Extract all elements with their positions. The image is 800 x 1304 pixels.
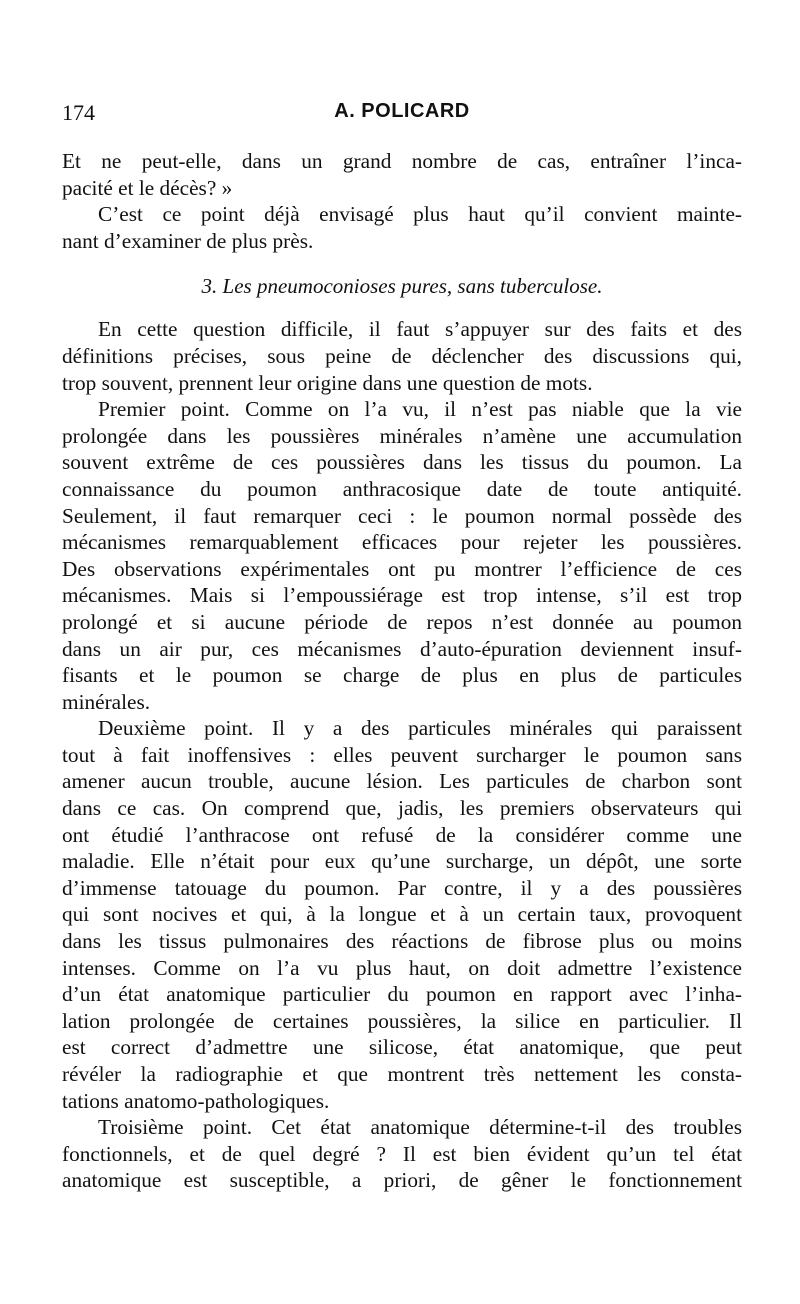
text-line: lation prolongée de certaines poussières, la silice en particulier. Il: [62, 1008, 742, 1033]
text-line: nant d’examiner de plus près.: [62, 228, 314, 253]
text-line: tations anatomo-pathologiques.: [62, 1088, 330, 1113]
text-line: qui sont nocives et qui, à la longue et à un certain taux, provoquent: [62, 902, 742, 927]
text-line: maladie. Elle n’était pour eux qu’une surcharge, un dépôt, une sorte: [62, 849, 742, 874]
text-line: Des observations expérimentales ont pu montrer l’efficience de ces: [62, 556, 742, 581]
text-line: fonctionnels, et de quel degré ? Il est bien évident qu’un tel état: [62, 1141, 742, 1166]
page-header: [62, 100, 742, 130]
text-line: dans un air pur, ces mécanismes d’auto-épuration deviennent insuf-: [62, 636, 742, 661]
text-line: Premier point. Comme on l’a vu, il n’est pas niable que la vie: [98, 397, 742, 422]
text-line: trop souvent, prennent leur origine dans une question de mots.: [62, 370, 593, 395]
text-line: mécanismes. Mais si l’empoussiérage est trop intense, s’il est trop: [62, 583, 742, 608]
text-line: fisants et le poumon se charge de plus en plus de particules: [62, 663, 742, 688]
text-line: C’est ce point déjà envisagé plus haut qu’il convient mainte-: [98, 202, 742, 227]
text-line: tout à fait inoffensives : elles peuvent surcharger le poumon sans: [62, 742, 742, 767]
text-line: connaissance du poumon anthracosique date de toute antiquité.: [62, 476, 742, 501]
text-line: souvent extrême de ces poussières dans les tissus du poumon. La: [62, 450, 742, 475]
page-number: 174: [62, 100, 95, 125]
text-line: définitions précises, sous peine de déclencher des discussions qui,: [62, 343, 742, 368]
text-line: anatomique est susceptible, a priori, de gêner le fonctionnement: [62, 1168, 742, 1193]
text-line: mécanismes remarquablement efficaces pour rejeter les poussières.: [62, 530, 742, 555]
text-line: est correct d’admettre une silicose, état anatomique, que peut: [62, 1035, 742, 1060]
text-line: En cette question difficile, il faut s’appuyer sur des faits et des: [98, 317, 742, 342]
text-line: minérales.: [62, 689, 151, 714]
text-line: prolongée dans les poussières minérales n’amène une accumulation: [62, 423, 742, 448]
text-line: Et ne peut-elle, dans un grand nombre de cas, entraîner l’inca-: [62, 149, 742, 173]
text-line: amener aucun trouble, aucune lésion. Les particules de charbon sont: [62, 769, 742, 794]
text-line: intenses. Comme on l’a vu plus haut, on doit admettre l’existence: [62, 955, 742, 980]
text-line: dans les tissus pulmonaires des réactions de fibrose plus ou moins: [62, 929, 742, 954]
text-line: Troisième point. Cet état anatomique détermine-t-il des troubles: [98, 1115, 742, 1140]
text-line: révéler la radiographie et que montrent très nettement les consta-: [62, 1062, 742, 1086]
text-line: Deuxième point. Il y a des particules minérales qui paraissent: [98, 716, 742, 741]
section-heading: 3. Les pneumoconioses pures, sans tuberculose.: [201, 274, 603, 299]
text-line: Seulement, il faut remarquer ceci : le poumon normal possède des: [62, 503, 742, 528]
text-line: d’un état anatomique particulier du poumon en rapport avec l’inha-: [62, 982, 742, 1007]
text-line: dans ce cas. On comprend que, jadis, les premiers observateurs qui: [62, 796, 742, 821]
running-head: A. POLICARD: [334, 100, 470, 122]
text-line: prolongé et si aucune période de repos n’est donnée au poumon: [62, 609, 742, 634]
text-line: d’immense tatouage du poumon. Par contre, il y a des poussières: [62, 875, 742, 900]
text-line: ont étudié l’anthracose ont refusé de la considérer comme une: [62, 822, 742, 847]
body-text: [62, 148, 742, 1194]
text-line: pacité et le décès? »: [62, 175, 233, 200]
